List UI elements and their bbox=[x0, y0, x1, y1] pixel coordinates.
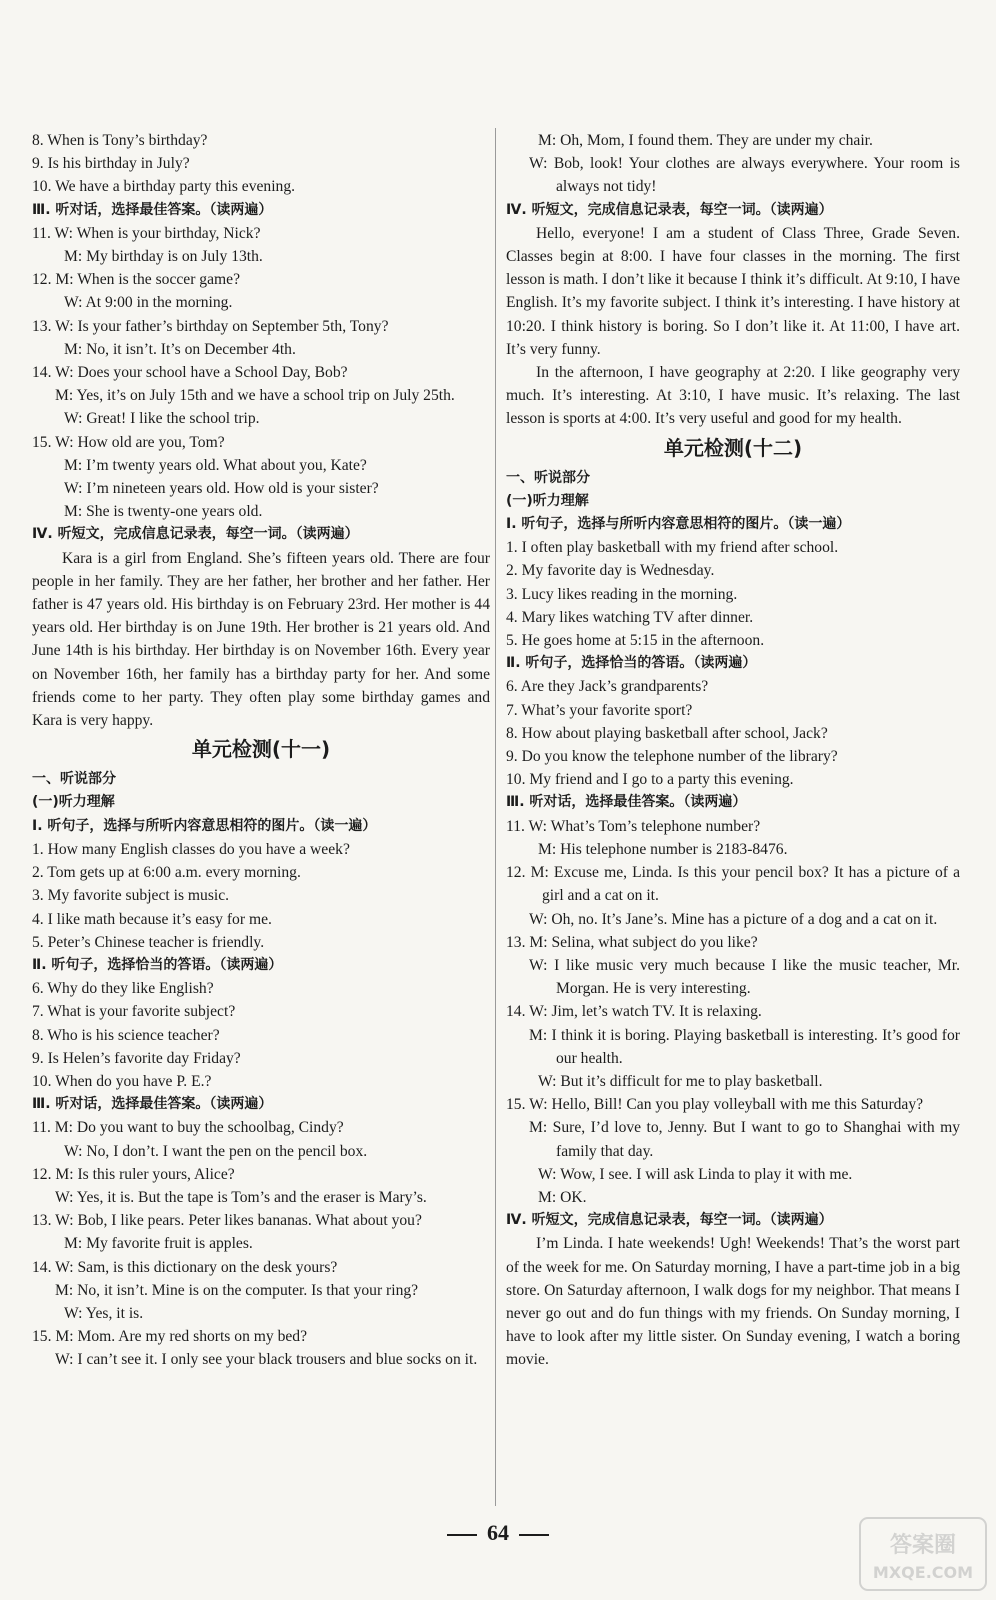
section-heading-III: Ⅲ. 听对话，选择最佳答案。（读两遍） bbox=[506, 794, 747, 811]
dialog-line: 15. W: Hello, Bill! Can you play volleyball with me this Saturday? bbox=[506, 1096, 924, 1114]
question-8: 8. When is Tony’s birthday? bbox=[32, 132, 208, 149]
svg-text:MXQE.COM: MXQE.COM bbox=[872, 1563, 974, 1582]
dialog-line: 12. M: When is the soccer game? bbox=[32, 271, 240, 289]
dialog-line: M: No, it isn’t. Mine is on the computer. Is that your ring? bbox=[55, 1281, 419, 1299]
question-line: 9. Do you know the telephone number of the library? bbox=[506, 748, 838, 766]
dialog-line: W: But it’s difficult for me to play basketball. bbox=[538, 1072, 823, 1090]
watermark-logo bbox=[858, 1516, 988, 1592]
page-number-text: 64 bbox=[487, 1520, 509, 1545]
dialog-line: 13. M: Selina, what subject do you like? bbox=[506, 933, 758, 951]
question-line: 3. My favorite subject is music. bbox=[32, 887, 230, 905]
passage-afternoon: In the afternoon, I have geography at 2:20. I like geography very much. It’s interesting. At 3:10, I have music. It’s relaxing. The last lesson is sports at 4:00. It’s very useful and good for my health. bbox=[506, 364, 960, 428]
subpart-heading: (一)听力理解 bbox=[506, 492, 589, 509]
question-line: 1. I often play basketball with my friend after school. bbox=[506, 539, 839, 557]
question-line: 2. My favorite day is Wednesday. bbox=[506, 562, 715, 580]
dash-left bbox=[447, 1534, 477, 1536]
dialog-line: M: Yes, it’s on July 15th and we have a school trip on July 25th. bbox=[55, 387, 455, 405]
dialog-line: W: At 9:00 in the morning. bbox=[64, 294, 233, 312]
question-line: 10. When do you have P. E.? bbox=[32, 1072, 212, 1090]
question-line: 4. I like math because it’s easy for me. bbox=[32, 910, 272, 928]
part-heading: 一、听说部分 bbox=[32, 771, 116, 788]
dialog-line: 11. M: Do you want to buy the schoolbag, Cindy? bbox=[32, 1119, 344, 1137]
question-line: 2. Tom gets up at 6:00 a.m. every morning. bbox=[32, 864, 301, 882]
dialog-line: 14. W: Sam, is this dictionary on the desk yours? bbox=[32, 1258, 338, 1276]
dialog-line: M: OK. bbox=[538, 1188, 587, 1206]
left-column bbox=[32, 129, 490, 1372]
question-line: 5. Peter’s Chinese teacher is friendly. bbox=[32, 933, 265, 951]
column-divider bbox=[495, 128, 496, 1506]
dialog-line: W: No, I don’t. I want the pen on the pencil box. bbox=[64, 1142, 368, 1160]
section-heading-I: Ⅰ. 听句子，选择与所听内容意思相符的图片。（读一遍） bbox=[32, 817, 377, 834]
dialog-line: M: His telephone number is 2183-8476. bbox=[538, 840, 788, 858]
question-line: 9. Is Helen’s favorite day Friday? bbox=[32, 1049, 241, 1067]
question-10: 10. We have a birthday party this evening. bbox=[32, 178, 296, 196]
dialog-line: M: My birthday is on July 13th. bbox=[64, 248, 263, 266]
dialog-line: W: Bob, look! Your clothes are always everywhere. Your room is always not tidy! bbox=[529, 155, 960, 196]
section-heading-II: Ⅱ. 听句子，选择恰当的答语。（读两遍） bbox=[32, 956, 283, 973]
dialog-line: 12. M: Is this ruler yours, Alice? bbox=[32, 1165, 235, 1183]
dialog-line: M: Oh, Mom, I found them. They are under my chair. bbox=[538, 132, 873, 149]
question-line: 6. Are they Jack’s grandparents? bbox=[506, 678, 709, 696]
dialog-line: M: I think it is boring. Playing basketball is interesting. It’s good for our health. bbox=[529, 1026, 960, 1067]
question-line: 5. He goes home at 5:15 in the afternoon. bbox=[506, 632, 765, 650]
page-number bbox=[0, 1520, 996, 1546]
dialog-line: W: Oh, no. It’s Jane’s. Mine has a picture of a dog and a cat on it. bbox=[529, 910, 938, 928]
dialog-line: 14. W: Jim, let’s watch TV. It is relaxing. bbox=[506, 1003, 762, 1021]
section-heading-IV: Ⅳ. 听短文，完成信息记录表，每空一词。（读两遍） bbox=[32, 526, 359, 543]
dialog-line: W: Wow, I see. I will ask Linda to play it with me. bbox=[538, 1165, 853, 1183]
section-heading-II: Ⅱ. 听句子，选择恰当的答语。（读两遍） bbox=[506, 655, 757, 672]
question-9: 9. Is his birthday in July? bbox=[32, 155, 190, 173]
dialog-line: M: Sure, I’d love to, Jenny. But I want to go to Shanghai with my family that day. bbox=[529, 1119, 960, 1160]
section-heading-IV: Ⅳ. 听短文，完成信息记录表，每空一词。（读两遍） bbox=[506, 201, 833, 218]
dialog-line: W: I can’t see it. I only see your black trousers and blue socks on it. bbox=[55, 1351, 478, 1369]
section-heading-I: Ⅰ. 听句子，选择与所听内容意思相符的图片。（读一遍） bbox=[506, 516, 851, 533]
question-line: 7. What is your favorite subject? bbox=[32, 1003, 236, 1021]
right-column bbox=[506, 129, 960, 1372]
dialog-line: M: My favorite fruit is apples. bbox=[64, 1235, 253, 1253]
dialog-line: M: No, it isn’t. It’s on December 4th. bbox=[64, 340, 296, 358]
part-heading: 一、听说部分 bbox=[506, 469, 590, 486]
dialog-line: W: I’m nineteen years old. How old is your sister? bbox=[64, 480, 379, 498]
passage-kara: Kara is a girl from England. She’s fifteen years old. There are four people in her family. They are her father, her brother and her father. Her father is 47 years old. His birthday is on February 23rd. Her mother is 44 years old. Her birthday is on June 19th. Her brother is 21 years old. And June 14th is his birthday. Her birthday is on November 16th. Every year on November 16th, her family has a birthday party for her. And some friends come to her party. They often play some birthday games and Kara is very happy. bbox=[32, 549, 490, 730]
section-heading-IV: Ⅳ. 听短文，完成信息记录表，每空一词。（读两遍） bbox=[506, 1212, 833, 1229]
question-line: 4. Mary likes watching TV after dinner. bbox=[506, 608, 754, 626]
passage-linda: I’m Linda. I hate weekends! Ugh! Weekends! That’s the worst part of the week for me. On Saturday morning, I have a part-time job in a big store. On Saturday afternoon, I walk dogs for my neighbor. That means I never go out and do fun things with my friends. On Sunday morning, I have to look after my little sister. On Sunday evening, I watch a boring movie. bbox=[506, 1235, 960, 1369]
dialog-line: M: I’m twenty years old. What about you, Kate? bbox=[64, 456, 367, 474]
question-line: 1. How many English classes do you have a week? bbox=[32, 840, 350, 858]
dialog-line: W: Great! I like the school trip. bbox=[64, 410, 260, 428]
dialog-line: 11. W: When is your birthday, Nick? bbox=[32, 224, 261, 242]
dialog-line: W: Yes, it is. bbox=[64, 1304, 144, 1322]
dialog-line: 13. W: Is your father’s birthday on September 5th, Tony? bbox=[32, 317, 389, 335]
unit-title-12: 单元检测(十二) bbox=[663, 435, 803, 460]
dialog-line: 13. W: Bob, I like pears. Peter likes bananas. What about you? bbox=[32, 1212, 422, 1230]
dialog-line: 12. M: Excuse me, Linda. Is this your pencil box? It has a picture of a girl and a cat on it. bbox=[506, 864, 960, 905]
dialog-line: 15. M: Mom. Are my red shorts on my bed? bbox=[32, 1328, 308, 1346]
question-line: 8. Who is his science teacher? bbox=[32, 1026, 220, 1044]
passage-student: Hello, everyone! I am a student of Class Three, Grade Seven. Classes begin at 8:00. I have four classes in the morning. The first lesson is math. I don’t like it because I think it’s difficult. At 9:10, I have English. It’s my favorite subject. I think it’s interesting. I have history at 10:20. I think history is boring. So I don’t like it. At 11:00, I have art. It’s very funny. bbox=[506, 224, 960, 358]
question-line: 6. Why do they like English? bbox=[32, 980, 214, 998]
section-heading-III: Ⅲ. 听对话，选择最佳答案。（读两遍） bbox=[32, 201, 273, 218]
dialog-line: M: She is twenty-one years old. bbox=[64, 503, 263, 521]
question-line: 3. Lucy likes reading in the morning. bbox=[506, 585, 738, 603]
dash-right bbox=[519, 1534, 549, 1536]
dialog-line: 11. W: What’s Tom’s telephone number? bbox=[506, 817, 761, 835]
svg-text:答案圈: 答案圈 bbox=[889, 1533, 957, 1558]
question-line: 7. What’s your favorite sport? bbox=[506, 701, 693, 719]
dialog-line: W: I like music very much because I like the music teacher, Mr. Morgan. He is very interesting. bbox=[529, 956, 960, 998]
dialog-line: 15. W: How old are you, Tom? bbox=[32, 433, 225, 451]
question-line: 8. How about playing basketball after school, Jack? bbox=[506, 724, 828, 742]
unit-title-11: 单元检测(十一) bbox=[191, 737, 331, 762]
dialog-line: W: Yes, it is. But the tape is Tom’s and the eraser is Mary’s. bbox=[55, 1188, 427, 1206]
question-line: 10. My friend and I go to a party this evening. bbox=[506, 771, 794, 789]
section-heading-III: Ⅲ. 听对话，选择最佳答案。（读两遍） bbox=[32, 1096, 273, 1113]
dialog-line: 14. W: Does your school have a School Day, Bob? bbox=[32, 364, 348, 382]
subpart-heading: (一)听力理解 bbox=[32, 794, 115, 811]
